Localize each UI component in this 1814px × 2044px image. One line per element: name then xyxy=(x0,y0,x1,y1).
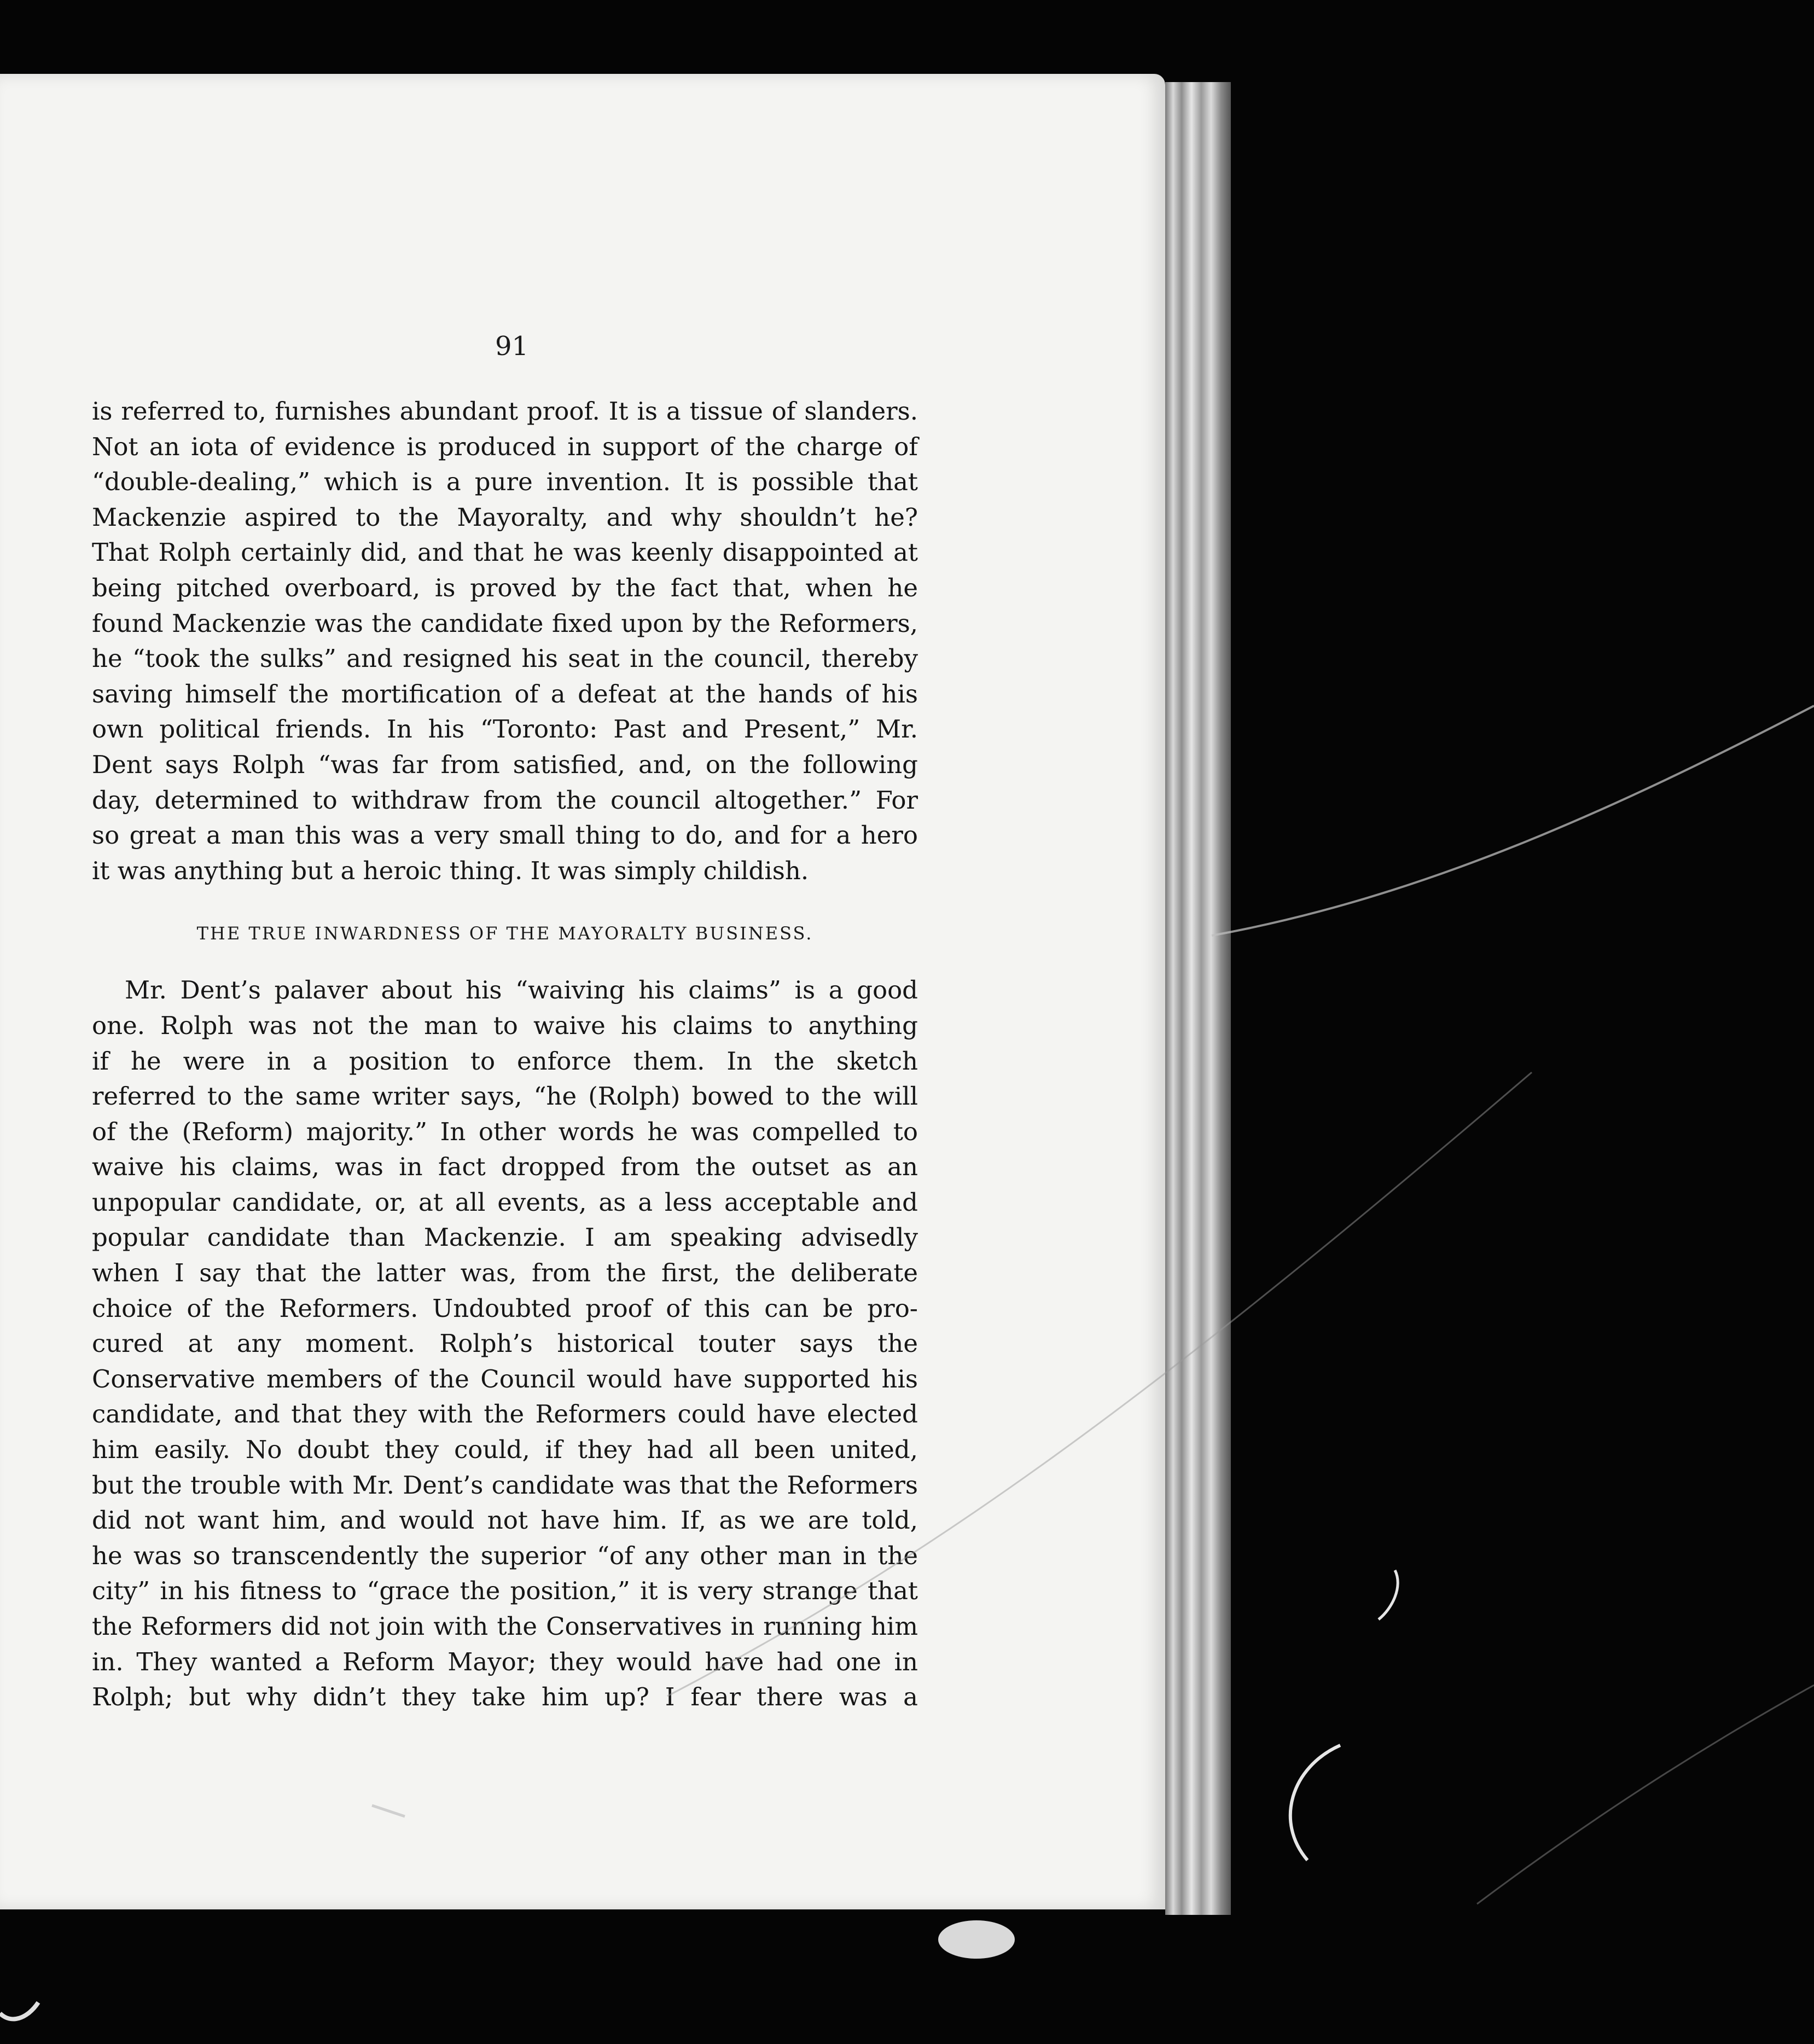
page-edges xyxy=(1165,82,1231,1915)
text-line: if he were in a position to enforce them. In the sketch xyxy=(92,1046,918,1076)
text-line: day, determined to withdraw from the council altogether.” For xyxy=(92,785,918,815)
text-line: choice of the Reformers. Undoubted proof of this can be pro- xyxy=(92,1293,918,1323)
text-line: when I say that the latter was, from the first, the deliberate xyxy=(92,1258,918,1288)
text-line: him easily. No doubt they could, if they had all been united, xyxy=(92,1435,918,1465)
scratch-mark xyxy=(1290,1745,1340,1860)
text-line: of the (Reform) majority.” In other words he was compelled to xyxy=(92,1117,918,1146)
text-line: but the trouble with Mr. Dent’s candidate was that the Reformers xyxy=(92,1470,918,1500)
text-line: is referred to, furnishes abundant proof. It is a tissue of slanders. xyxy=(92,397,918,426)
text-line: “double-dealing,” which is a pure invention. It is possible that xyxy=(92,467,918,497)
text-line: one. Rolph was not the man to waive his claims to anything xyxy=(92,1011,918,1040)
text-line: Rolph; but why didn’t they take him up? I fear there was a xyxy=(92,1682,918,1712)
text-line: city” in his fitness to “grace the position,” it is very strange that xyxy=(92,1576,918,1606)
body-text xyxy=(92,394,918,1715)
scratch-mark xyxy=(0,2002,38,2019)
text-line: the Reformers did not join with the Conservatives in running him xyxy=(92,1612,918,1641)
text-line: unpopular candidate, or, at all events, as a less acceptable and xyxy=(92,1187,918,1217)
text-line: Mackenzie aspired to the Mayoralty, and why shouldn’t he? xyxy=(92,502,918,532)
scratch-line xyxy=(1477,1685,1814,1904)
text-line: did not want him, and would not have him. If, as we are told, xyxy=(92,1506,918,1535)
text-line: he “took the sulks” and resigned his seat in the council, thereby xyxy=(92,644,918,673)
paragraph-1 xyxy=(92,394,918,889)
text-line: waive his claims, was in fact dropped from the outset as an xyxy=(92,1152,918,1182)
text-line: referred to the same writer says, “he (Rolph) bowed to the will xyxy=(92,1082,918,1111)
text-line: That Rolph certainly did, and that he was keenly disappointed at xyxy=(92,538,918,567)
book-page xyxy=(0,74,1165,1909)
text-line: Mr. Dent’s palaver about his “waiving his claims” is a good xyxy=(125,975,918,1005)
page-number: 91 xyxy=(495,331,529,362)
text-line: own political friends. In his “Toronto: Past and Present,” Mr. xyxy=(92,715,918,744)
text-line: Conservative members of the Council would have supported his xyxy=(92,1364,918,1393)
text-line: popular candidate than Mackenzie. I am speaking advisedly xyxy=(92,1223,918,1252)
scratch-mark xyxy=(1379,1570,1398,1619)
text-line: Dent says Rolph “was far from satisfied, and, on the following xyxy=(92,750,918,779)
light-flare xyxy=(938,1920,1015,1959)
text-line: he was so transcendently the superior “of any other man in the xyxy=(92,1541,918,1570)
text-line: cured at any moment. Rolph’s historical touter says the xyxy=(92,1329,918,1358)
text-line: saving himself the mortification of a defeat at the hands of his xyxy=(92,679,918,709)
text-line: it was anything but a heroic thing. It was simply childish. xyxy=(92,856,809,885)
text-line: so great a man this was a very small thing to do, and for a hero xyxy=(92,821,918,850)
text-line: in. They wanted a Reform Mayor; they would have had one in xyxy=(92,1647,918,1676)
text-line: Not an iota of evidence is produced in support of the charge of xyxy=(92,432,918,461)
scratch-line xyxy=(1212,706,1814,936)
text-line: being pitched overboard, is proved by the fact that, when he xyxy=(92,573,918,602)
text-line: found Mackenzie was the candidate fixed upon by the Reformers, xyxy=(92,608,918,638)
paragraph-2 xyxy=(92,973,918,1715)
section-heading: THE TRUE INWARDNESS OF THE MAYORALTY BUSINESS. xyxy=(196,923,813,944)
text-line: candidate, and that they with the Reformers could have elected xyxy=(92,1400,918,1429)
